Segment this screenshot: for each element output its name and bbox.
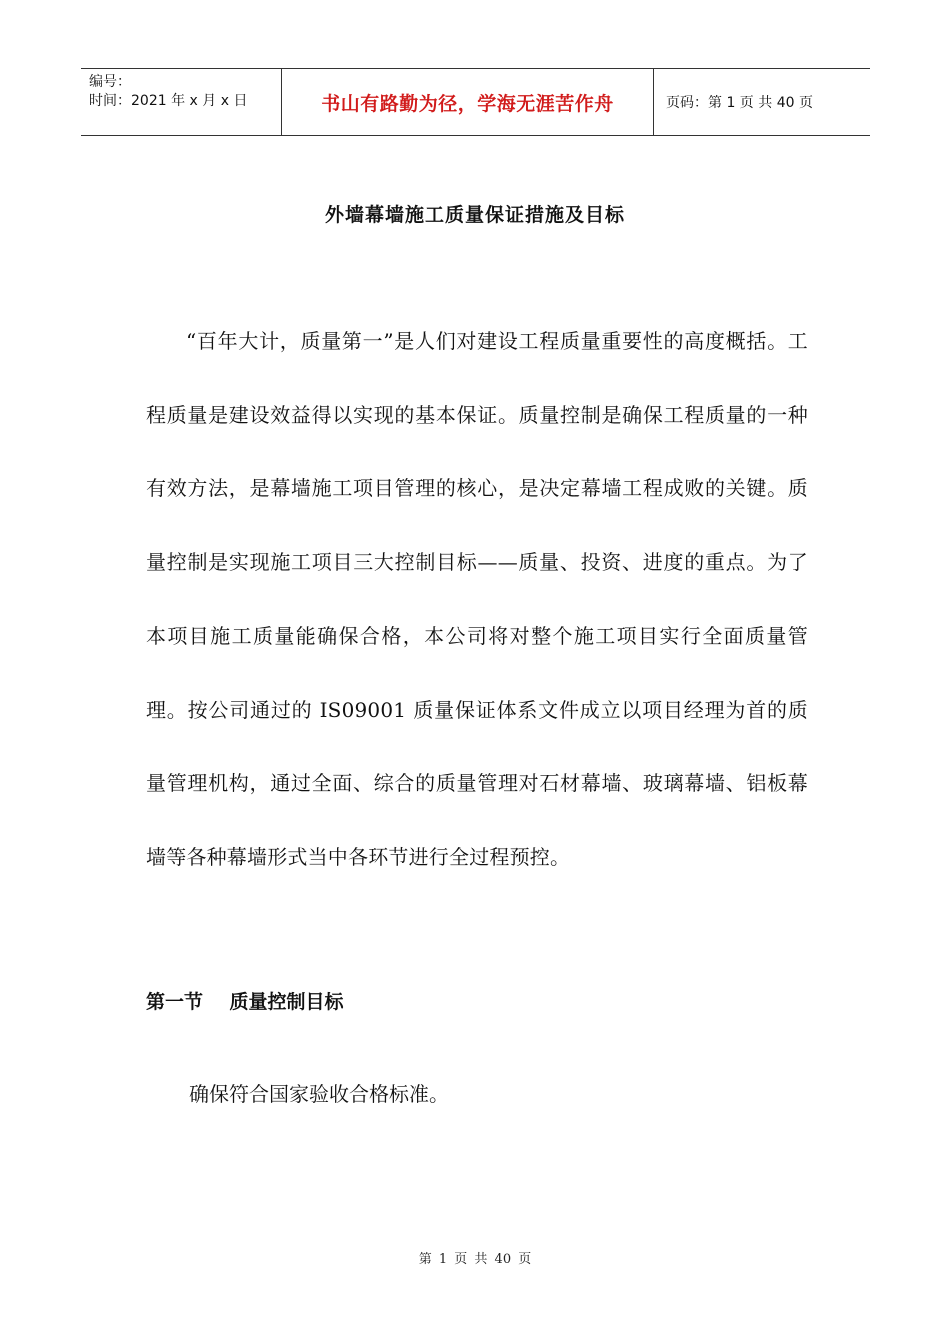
page-header (81, 68, 870, 136)
section-text: 确保符合国家验收合格标准。 (189, 1082, 449, 1106)
page-footer: 第 1 页 共 40 页 (418, 1252, 532, 1267)
section-heading: 第一节 质量控制目标 (146, 991, 344, 1013)
header-page-info: 页码：第 1 页 共 40 页 (666, 95, 813, 111)
header-meta (81, 69, 281, 135)
intro-paragraph: “百年大计，质量第一”是人们对建设工程质量重要性的高度概括。工程质量是建设效益得以实现的基本保证。质量控制是确保工程质量的一种有效方法，是幕墙施工项目管理的核心，是决定幕墙工程成败的关键。质量控制是实现施工项目三大控制目标——质量、投资、进度的重点。为了本项目施工质量能确保合格，本公司将对整个施工项目实行全面质量管理。按公司通过的 IS09001 质量保证体系文件成立以项目经理为首的质量管理机构，通过全面、综合的质量管理对石材幕墙、玻璃幕墙、铝板幕墙等各种幕墙形式当中各环节进行全过程预控。 (146, 329, 808, 869)
document-number-label: 编号： (89, 74, 131, 90)
header-motto: 书山有路勤为径，学海无涯苦作舟 (281, 69, 654, 135)
document-title: 外墙幕墙施工质量保证措施及目标 (324, 204, 625, 226)
document-time-label: 时间：2021 年 x 月 x 日 (89, 93, 248, 109)
